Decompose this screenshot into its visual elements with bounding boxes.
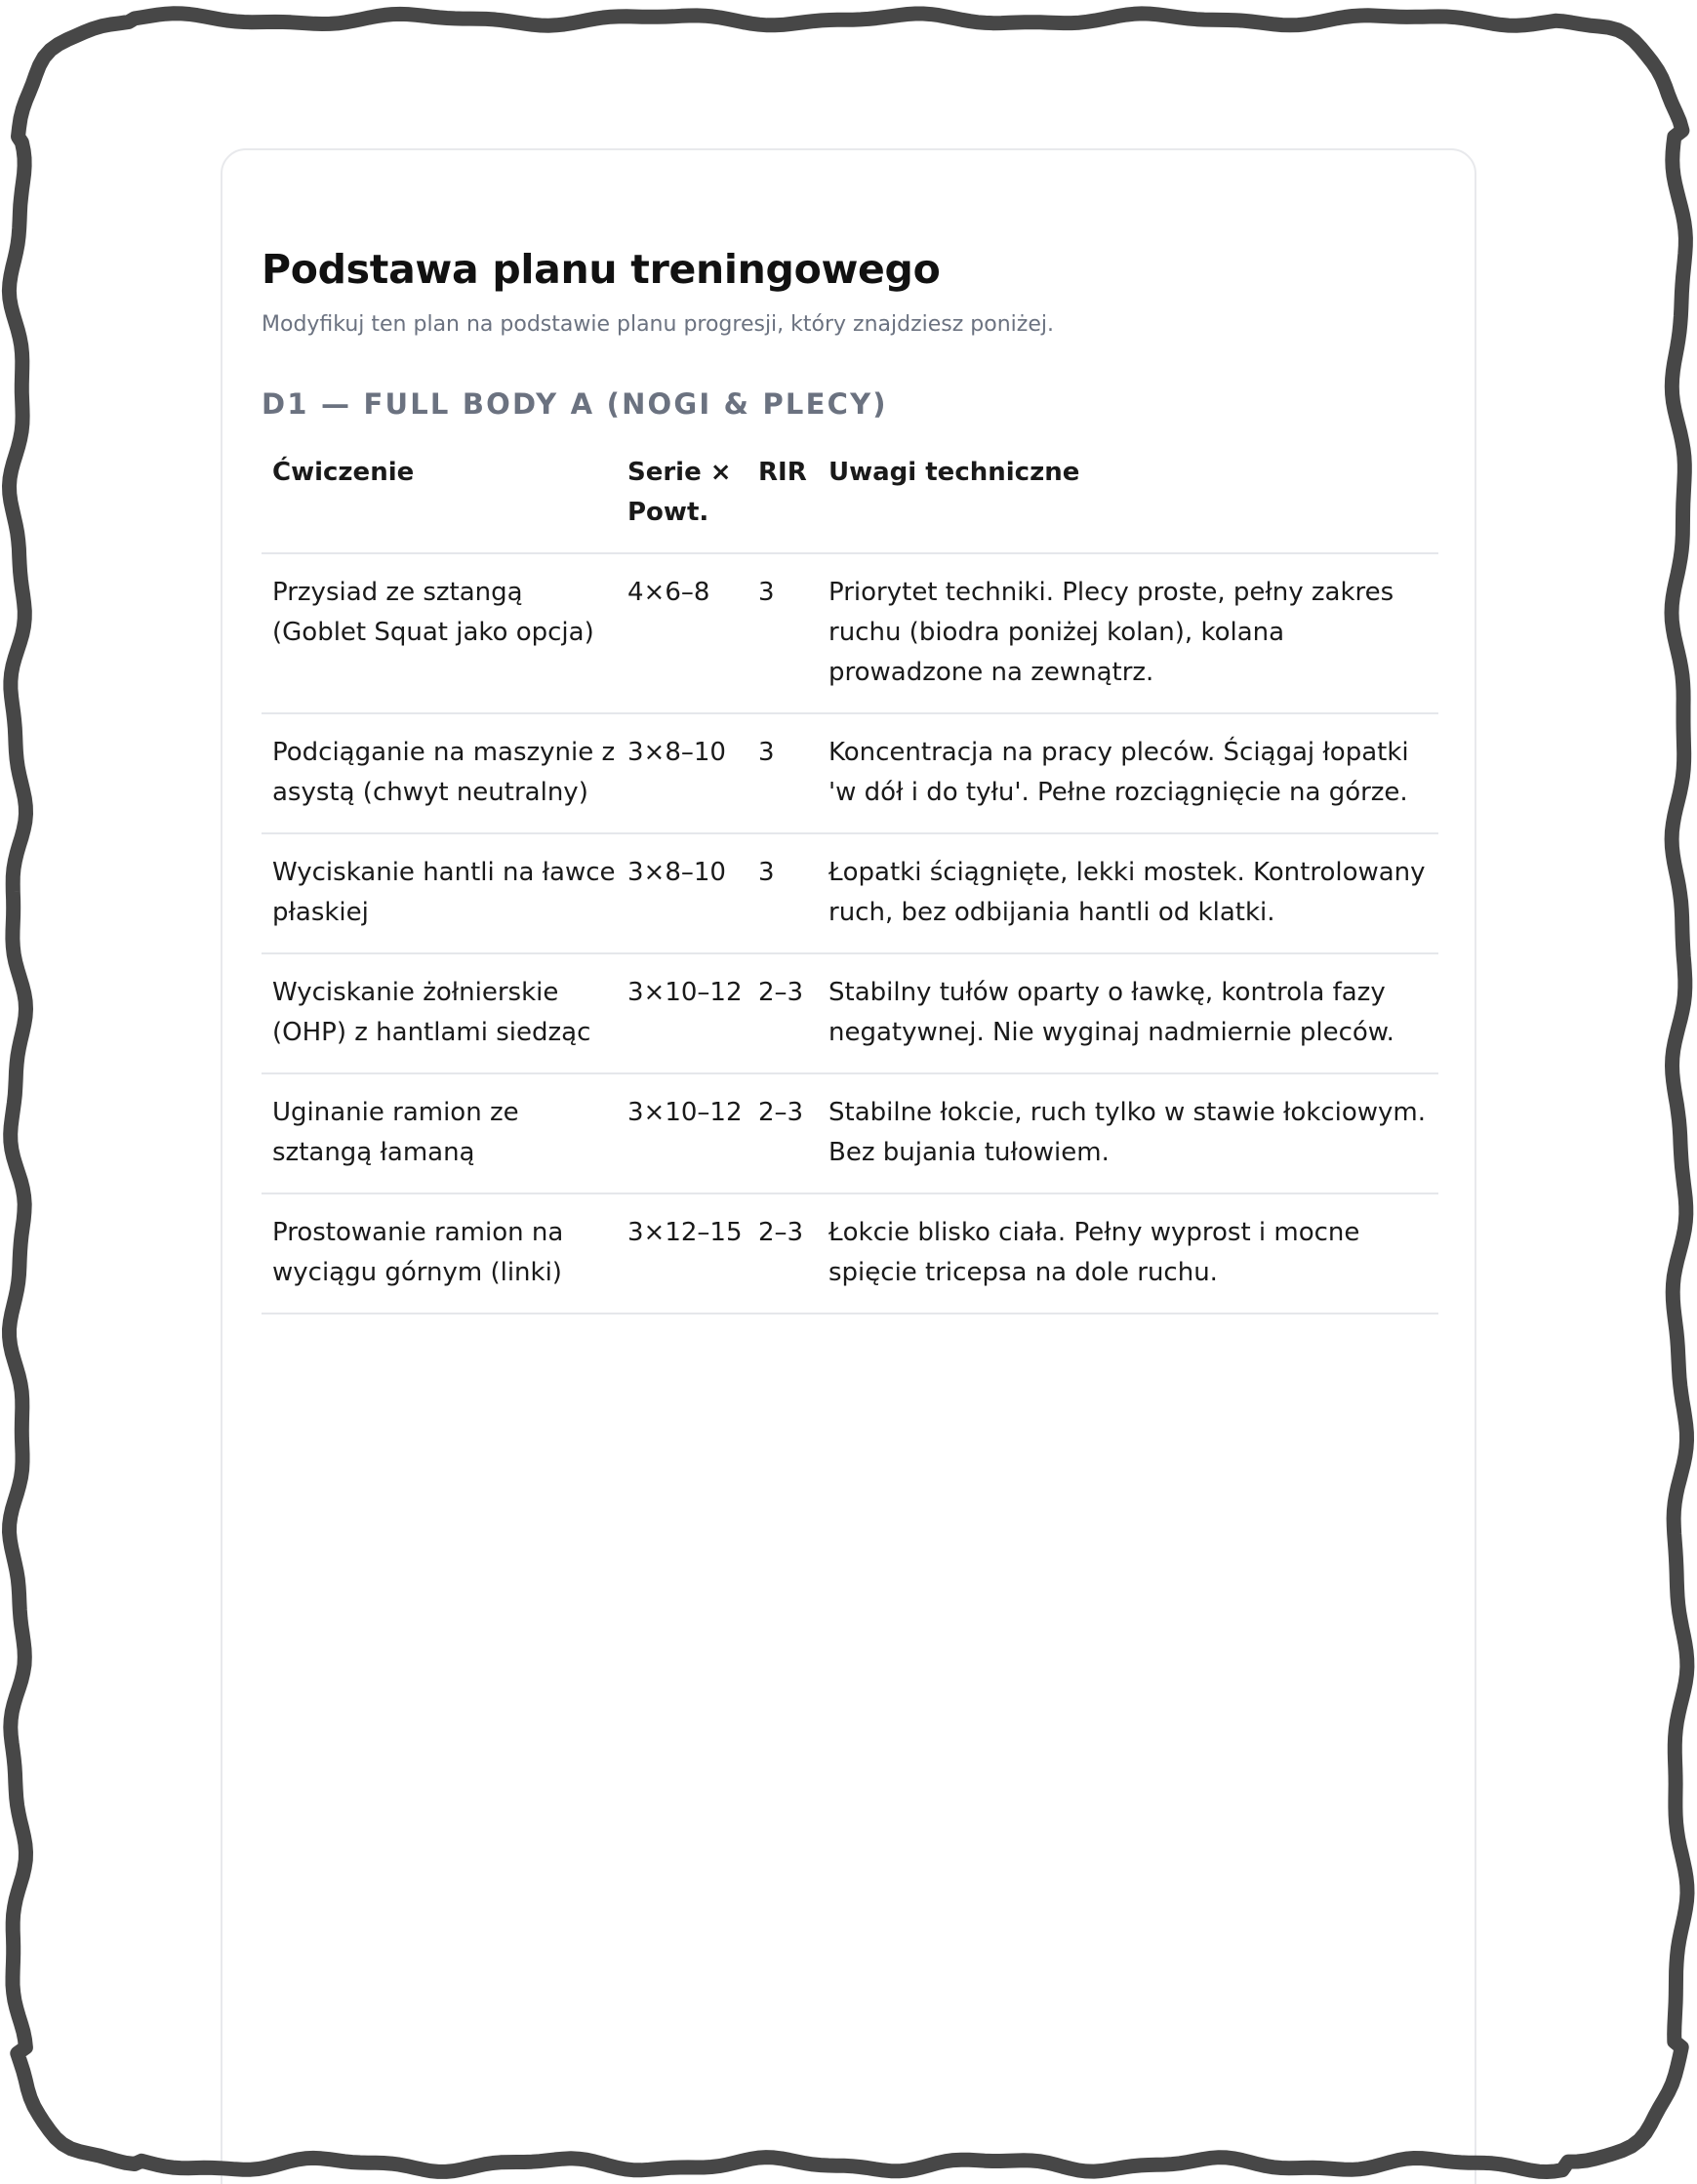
table-row	[262, 1073, 1438, 1193]
header-sets-reps: Serie × Powt.	[619, 445, 752, 553]
cell-rir: 3	[752, 713, 821, 833]
cell-sets-reps: 3×8–10	[619, 713, 752, 833]
header-rir: RIR	[752, 445, 821, 553]
cell-rir: 2–3	[752, 1073, 821, 1193]
table-body	[262, 553, 1438, 1314]
page-subtitle: Modyfikuj ten plan na podstawie planu progresji, który znajdziesz poniżej.	[262, 312, 1054, 337]
cell-sets-reps: 3×10–12	[619, 953, 752, 1073]
card-content	[262, 244, 1438, 1314]
table-header	[262, 445, 1438, 553]
cell-sets-reps: 3×10–12	[619, 1073, 752, 1193]
cell-notes: Stabilne łokcie, ruch tylko w stawie łokciowym. Bez bujania tułowiem.	[821, 1073, 1438, 1193]
table-row	[262, 1193, 1438, 1314]
cell-rir: 3	[752, 553, 821, 713]
cell-sets-reps: 3×8–10	[619, 833, 752, 953]
cell-exercise: Prostowanie ramion na wyciągu górnym (linki)	[262, 1193, 619, 1314]
table-row	[262, 713, 1438, 833]
day-section-title: D1 — FULL BODY A (NOGI & PLECY)	[262, 387, 888, 421]
cell-exercise: Podciąganie na maszynie z asystą (chwyt neutralny)	[262, 713, 619, 833]
table-row	[262, 953, 1438, 1073]
cell-exercise: Uginanie ramion ze sztangą łamaną	[262, 1073, 619, 1193]
cell-notes: Koncentracja na pracy pleców. Ściągaj łopatki 'w dół i do tyłu'. Pełne rozciągnięcie na górze.	[821, 713, 1438, 833]
table-row	[262, 833, 1438, 953]
cell-notes: Stabilny tułów oparty o ławkę, kontrola fazy negatywnej. Nie wyginaj nadmiernie pleców.	[821, 953, 1438, 1073]
header-technical-notes: Uwagi techniczne	[821, 445, 1438, 553]
cell-exercise: Wyciskanie hantli na ławce płaskiej	[262, 833, 619, 953]
cell-sets-reps: 3×12–15	[619, 1193, 752, 1314]
cell-sets-reps: 4×6–8	[619, 553, 752, 713]
exercise-table	[262, 445, 1438, 1314]
cell-exercise: Wyciskanie żołnierskie (OHP) z hantlami siedząc	[262, 953, 619, 1073]
cell-rir: 3	[752, 833, 821, 953]
header-exercise: Ćwiczenie	[262, 445, 619, 553]
table-header-row	[262, 445, 1438, 553]
cell-rir: 2–3	[752, 953, 821, 1073]
page-title: Podstawa planu treningowego	[262, 246, 941, 293]
table-row	[262, 553, 1438, 713]
training-plan-card	[221, 148, 1476, 2184]
cell-rir: 2–3	[752, 1193, 821, 1314]
cell-notes: Łopatki ściągnięte, lekki mostek. Kontrolowany ruch, bez odbijania hantli od klatki.	[821, 833, 1438, 953]
cell-exercise: Przysiad ze sztangą (Goblet Squat jako opcja)	[262, 553, 619, 713]
cell-notes: Priorytet techniki. Plecy proste, pełny zakres ruchu (biodra poniżej kolan), kolana prowadzone na zewnątrz.	[821, 553, 1438, 713]
cell-notes: Łokcie blisko ciała. Pełny wyprost i mocne spięcie tricepsa na dole ruchu.	[821, 1193, 1438, 1314]
